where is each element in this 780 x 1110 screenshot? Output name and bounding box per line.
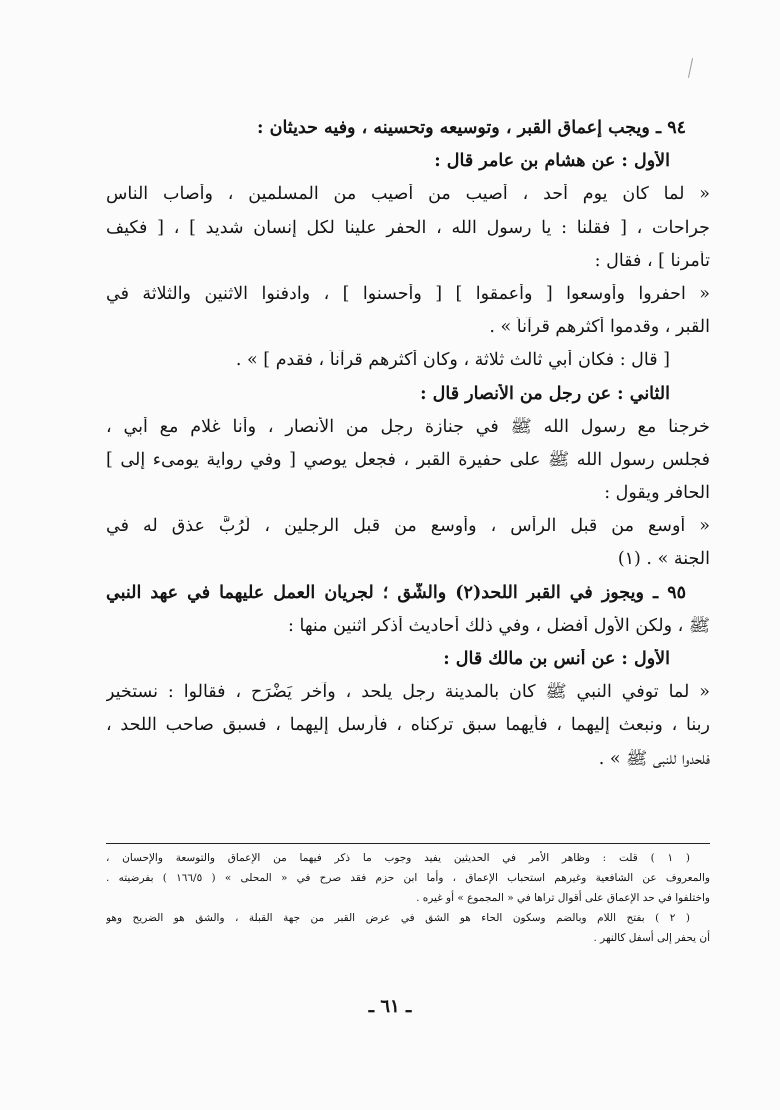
text-line: فجلس رسول الله ﷺ على حفيرة القبر ، فجعل يوصي [ وفي رواية يومىء إلى ] <box>106 449 710 470</box>
hadith-3-intro: الأول : عن أنس بن مالك قال : <box>443 649 670 669</box>
footnote-line: واختلفوا في حد الإعماق على أقوال تراها في « المجموع » أو غيره . <box>416 892 710 904</box>
text-line: ربنا ، ونبعث إليهما ، فأيهما سبق تركناه ، فأرسل إليهما ، فسبق صاحب اللحد ، <box>106 715 710 736</box>
footnote-line: والمعروف عن الشافعية وغيرهم استحباب الإعماق ، وأما ابن حزم فقد صرح في « المحلى » ( ١٦٦/٥ ) بفرضيته . <box>106 872 710 884</box>
hadith-1-intro: الأول : عن هشام بن عامر قال : <box>434 151 670 172</box>
main-text <box>106 118 710 782</box>
text-line: ﷺ ، ولكن الأول أفضل ، وفي ذلك أحاديث أذكر اثنين منها : <box>288 615 710 636</box>
text-line: « أوسع من قبل الرأس ، وأوسع من قبل الرجلين ، لَرُبَّ عذق له في <box>106 516 710 537</box>
text-line: جراحات ، [ فقلنا : يا رسول الله ، الحفر علينا لكل إنسان شديد ] ، [ فكيف <box>106 217 710 238</box>
hadith-2-intro: الثاني : عن رجل من الأنصار قال : <box>420 383 670 404</box>
page-number: ـ ٦١ ـ <box>368 996 412 1017</box>
footnote-line: أن يحفر إلى أسفل كالنهر . <box>593 932 710 944</box>
footnote-line: ( ٢ ) بفتح اللام وبالضم وسكون الحاء هو الشق في عرض القبر من جهة القبلة ، والشق هو الضريح وهو <box>106 912 691 924</box>
section-94-heading: ٩٤ ـ ويجب إعماق القبر ، وتوسيعه وتحسينه ، وفيه حديثان : <box>257 118 686 138</box>
text-line: « لما توفي النبي ﷺ كان بالمدينة رجل يلحد ، وآخر يَضْرَح ، فقالوا : نستخير <box>106 682 710 703</box>
text-line: خرجنا مع رسول الله ﷺ في جنازة رجل من الأنصار ، وأنا غلام مع أبي ، <box>106 416 710 437</box>
footnote-line: ( ١ ) قلت : وظاهر الأمر في الحديثين يفيد وجوب ما ذكر فيهما من الإعماق والتوسعة والإحسان ، <box>106 852 691 864</box>
text-line: الحافر ويقول : <box>604 483 710 504</box>
footnotes <box>106 843 710 950</box>
text-line: القبر ، وقدموا أكثرهم قرآناً » . <box>489 317 710 338</box>
scan-mark <box>688 58 693 78</box>
text-line: تأمرنا ] ، فقال : <box>594 250 710 271</box>
text-line: الجنة » . (١) <box>617 549 710 570</box>
section-95-heading: ٩٥ ـ ويجوز في القبر اللحد(٢) والشَّق ؛ لجريان العمل عليهما في عهد النبي <box>106 582 686 603</box>
text-line: فلحدوا للنبي ﷺ » . <box>598 748 710 769</box>
text-line: [ قال : فكان أبي ثالث ثلاثة ، وكان أكثرهم قرآناً ، فقدم ] » . <box>235 350 670 371</box>
text-line: « احفروا وأوسعوا [ وأعمقوا ] [ وأحسنوا ] ، وادفنوا الاثنين والثلاثة في <box>106 283 710 304</box>
text-line: « لما كان يوم أحد ، أصيب من أصيب من المسلمين ، وأصاب الناس <box>106 184 710 205</box>
